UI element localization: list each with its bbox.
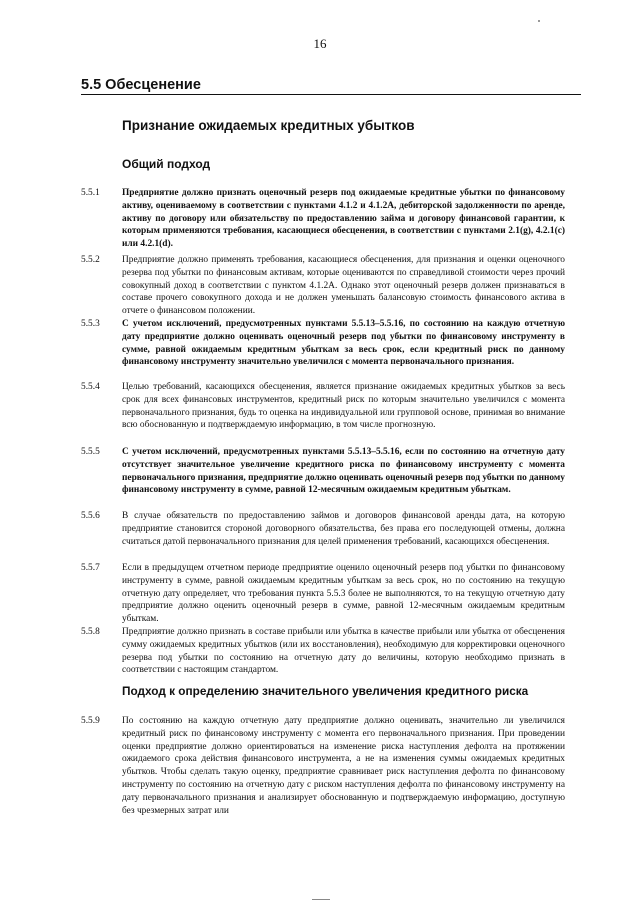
paragraph-number: 5.5.9	[81, 716, 100, 726]
paragraph-number: 5.5.5	[81, 447, 100, 457]
scan-mark	[538, 20, 540, 22]
section-heading: 5.5 Обесценение	[81, 77, 581, 95]
paragraph-number: 5.5.8	[81, 627, 100, 637]
paragraph-number: 5.5.3	[81, 319, 100, 329]
paragraph-text: В случае обязательств по предоставлению займов и договоров финансовой аренды дата, на которую предприятие становится стороной договорного обязательства, без права его последующей отмены, должна считаться датой первоначального признания для целей применения требований, касающихся обесценения.	[122, 511, 565, 547]
scan-edge-mark	[312, 899, 330, 900]
paragraph-number: 5.5.7	[81, 563, 100, 573]
heading-expected-credit-losses: Признание ожидаемых кредитных убытков	[122, 118, 415, 133]
paragraph-text: Предприятие должно признать оценочный резерв под ожидаемые кредитные убытки по финансовому активу, оцениваемому в соответствии с пунктами 4.1.2 и 4.1.2А, дебиторской задолженности по аренде, активу по договору или обязательству по предоставлению займа и договору финансовой гарантии, к которым применяются требования, касающиеся обесценения, в соответствии с пунктами 2.1(g), 4.2.1(c) или 4.2.1(d).	[122, 188, 565, 250]
paragraph-text: По состоянию на каждую отчетную дату предприятие должно оценивать, значительно ли увеличился кредитный риск по финансовому инструменту с момента его первоначального признания. При проведении оценки предприятие должно ориентироваться на изменение риска наступления дефолта на протяжении ожидаемого срока действия финансового инструмента, а не на изменения суммы ожидаемых кредитных убытков. Чтобы сделать такую оценку, предприятие сравнивает риск наступления дефолта по финансовому инструменту по состоянию на отчетную дату с риском наступления дефолта по финансовому инструменту на дату первоначального признания и анализирует обоснованную и подтверждаемую информацию, доступную без чрезмерных затрат или	[122, 716, 565, 816]
page-number: 16	[313, 36, 327, 51]
heading-significant-increase: Подход к определению значительного увеличения кредитного риска	[122, 684, 529, 698]
paragraph-text: С учетом исключений, предусмотренных пунктами 5.5.13–5.5.16, если по состоянию на отчетную дату отсутствует значительное увеличение кредитного риска по финансовому инструменту с момента первоначального признания, предприятие должно оценивать оценочный резерв под убытки по данному финансовому инструменту в сумме, равной 12-месячным ожидаемым кредитным убыткам.	[122, 447, 565, 496]
paragraph-number: 5.5.2	[81, 255, 100, 265]
paragraph-text: Предприятие должно признать в составе прибыли или убытка в качестве прибыли или убытка от обесценения сумму ожидаемых кредитных убытков (или их восстановления), необходимую для корректировки оценочного резерва под убытки по состоянию на отчетную дату до величины, которую необходимо признать в соответствии с настоящим стандартом.	[122, 627, 565, 676]
paragraph-number: 5.5.6	[81, 511, 100, 521]
paragraph-text: Целью требований, касающихся обесценения, является признание ожидаемых кредитных убытков за весь срок для всех финансовых инструментов, кредитный риск по которым значительно увеличился с момента первоначального признания, будь то оценка на индивидуальной или групповой основе, принимая во внимание всю обоснованную и подтверждаемую информацию, в том числе прогнозную.	[122, 382, 565, 431]
paragraph-text: Если в предыдущем отчетном периоде предприятие оценило оценочный резерв под убытки по финансовому инструменту в сумме, равной ожидаемым кредитным убыткам за весь срок, но по состоянию на текущую отчетную дату определяет, что требования пункта 5.5.3 более не выполняются, то на текущую отчетную дату предприятие должно оценить оценочный резерв в сумме, равной 12-месячным ожидаемым кредитным убыткам.	[122, 563, 565, 625]
paragraph-number: 5.5.4	[81, 382, 100, 392]
paragraph-text: С учетом исключений, предусмотренных пунктами 5.5.13–5.5.16, по состоянию на каждую отчетную дату предприятие должно оценивать оценочный резерв под убытки по финансовому инструменту в сумме, равной ожидаемым кредитным убыткам за весь срок, если кредитный риск по данному финансовому инструменту значительно увеличился с момента первоначального признания.	[122, 319, 565, 368]
heading-general-approach: Общий подход	[122, 157, 211, 171]
paragraph-text: Предприятие должно применять требования, касающиеся обесценения, для признания и оценки оценочного резерва под убытки по финансовым активам, которые оцениваются по справедливой стоимости через прочий совокупный доход в соответствии с пунктом 4.1.2А. Однако этот оценочный резерв должен признаваться в составе прочего совокупного дохода и не должен уменьшать балансовую стоимость финансового актива в отчете о финансовом положении.	[122, 255, 565, 317]
paragraph-number: 5.5.1	[81, 188, 100, 198]
